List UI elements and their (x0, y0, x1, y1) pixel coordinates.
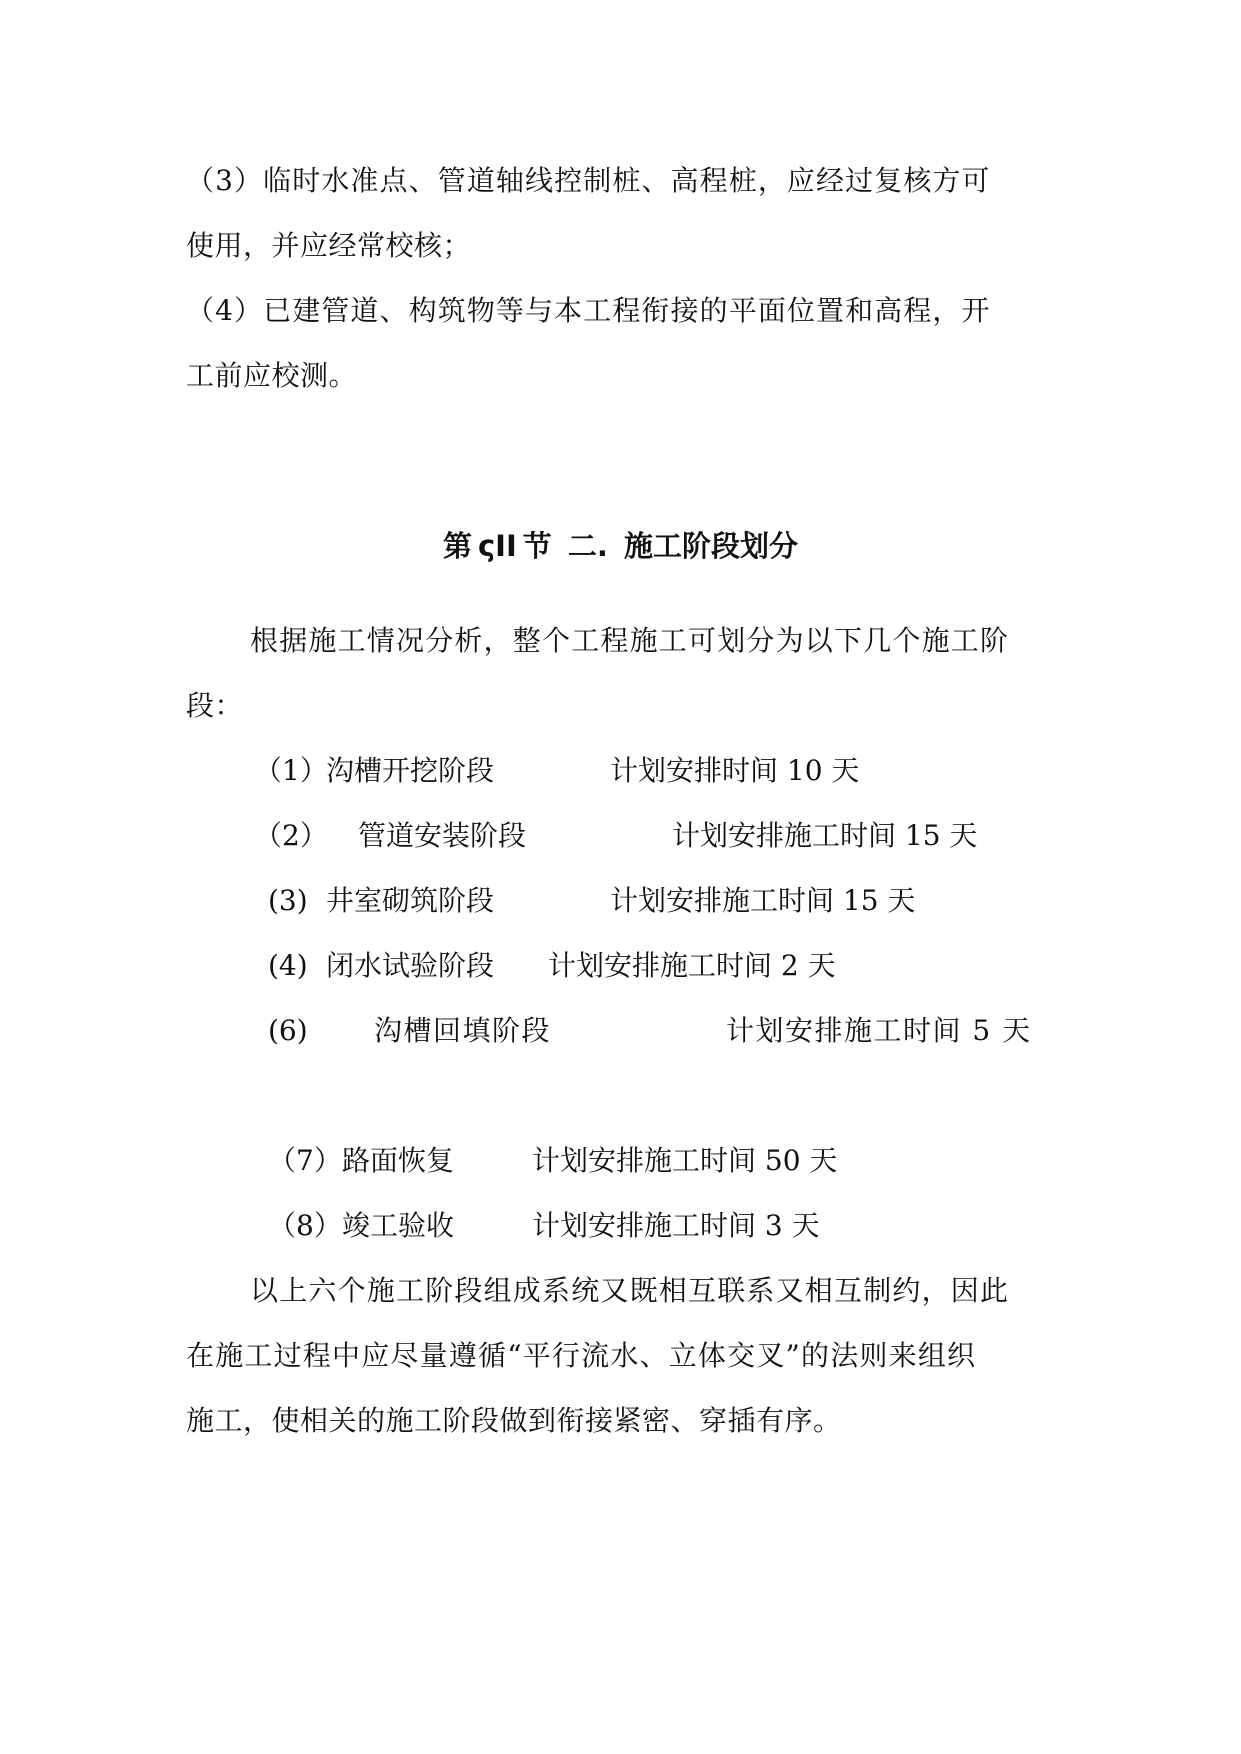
paragraph-2-line-2: 在施工过程中应尽量遵循“平行流水、立体交叉”的法则来组织 (186, 1339, 977, 1372)
item-4-line-2: 工前应校测。 (186, 359, 358, 392)
paragraph-1-line-2: 段： (186, 689, 244, 722)
paragraph-2-line-1: 以上六个施工阶段组成系统又既相互联系又相互制约，因此 (250, 1274, 1010, 1307)
stage-name-7: 路面恢复 (342, 1144, 455, 1177)
heading-title: 施工阶段划分 (624, 529, 799, 563)
stage-plan-6: 计划安排施工时间 5 天 (726, 1014, 1032, 1047)
stage-number-4: (4) (268, 949, 308, 982)
heading-prefix: 第 (442, 529, 472, 563)
stage-name-6: 沟槽回填阶段 (374, 1014, 552, 1047)
stage-number-7: （7） (268, 1144, 342, 1177)
stage-name-4: 闭水试验阶段 (326, 949, 495, 982)
heading-suffix: 节 (522, 529, 552, 563)
stage-plan-4: 计划安排施工时间 2 天 (548, 949, 836, 982)
stage-number-6: (6) (268, 1014, 308, 1047)
paragraph-1-line-1: 根据施工情况分析，整个工程施工可划分为以下几个施工阶 (250, 624, 1010, 657)
stage-name-2: 管道安装阶段 (358, 819, 527, 852)
stage-plan-8: 计划安排施工时间 3 天 (532, 1209, 820, 1242)
stage-plan-2: 计划安排施工时间 15 天 (672, 819, 978, 852)
item-3-line-2: 使用，并应经常校核； (186, 229, 472, 262)
stage-name-1: 沟槽开挖阶段 (326, 754, 495, 787)
stage-plan-7: 计划安排施工时间 50 天 (532, 1144, 838, 1177)
stage-plan-3: 计划安排施工时间 15 天 (610, 884, 916, 917)
stage-number-1: （1） (254, 754, 328, 787)
stage-number-8: （8） (268, 1209, 342, 1242)
heading-roman: ςII (477, 529, 517, 563)
heading-number: 二. (567, 529, 608, 563)
section-heading (0, 528, 1241, 564)
stage-plan-1: 计划安排时间 10 天 (610, 754, 860, 787)
stage-number-2: （2） (254, 819, 328, 852)
item-3-line-1: （3）临时水准点、管道轴线控制桩、高程桩，应经过复核方可 (186, 164, 991, 197)
item-4-line-1: （4）已建管道、构筑物等与本工程衔接的平面位置和高程，开 (186, 294, 991, 327)
paragraph-2-line-3: 施工，使相关的施工阶段做到衔接紧密、穿插有序。 (186, 1404, 842, 1437)
stage-name-8: 竣工验收 (342, 1209, 455, 1242)
stage-name-3: 井室砌筑阶段 (326, 884, 495, 917)
stage-number-3: (3) (268, 884, 308, 917)
